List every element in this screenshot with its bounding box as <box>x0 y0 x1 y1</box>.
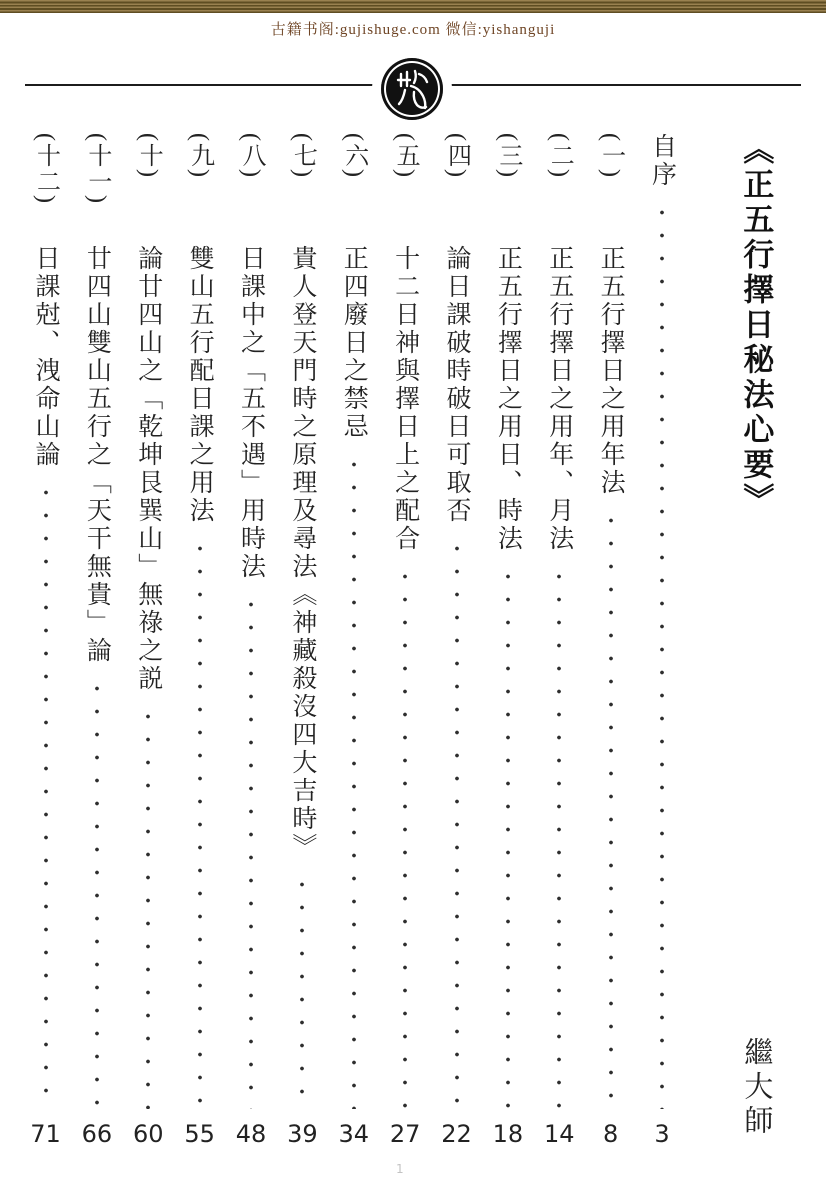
toc-page <box>20 133 806 1155</box>
toc-entry-number: (八) <box>238 133 264 179</box>
toc-entry-number: (二) <box>546 133 573 179</box>
toc-entry-page: 8 <box>602 1120 619 1148</box>
toc-entry-6 <box>328 133 379 1155</box>
toc-entry-title: 論廿四山之「乾坤艮巽山」無祿之説 <box>134 245 162 693</box>
toc-entry-number: (十一) <box>83 133 110 205</box>
dot-leader <box>350 453 358 1109</box>
toc-entry-page: 39 <box>287 1120 318 1148</box>
toc-entry-page: 48 <box>235 1120 267 1148</box>
toc-entry-page: 60 <box>132 1120 164 1148</box>
footer-page-mark: 1 <box>396 1162 404 1176</box>
toc-entry-number: (七) <box>289 133 316 179</box>
toc-entry-3 <box>482 133 533 1155</box>
toc-entry-page: 3 <box>654 1120 670 1148</box>
toc-entry-title: 日課中之「五不遇」用時法 <box>237 245 265 581</box>
top-border-band <box>0 0 826 13</box>
dot-leader <box>607 509 615 1109</box>
toc-entry-1 <box>585 133 636 1155</box>
toc-entry-2 <box>534 133 585 1155</box>
toc-entry-12 <box>20 133 71 1155</box>
toc-entry-preface <box>637 133 688 1155</box>
toc-entry-page: 18 <box>492 1120 524 1148</box>
toc-entry-title: 自序 <box>648 133 676 189</box>
dot-leader <box>555 565 563 1109</box>
dot-leader <box>453 537 461 1109</box>
toc-entry-title: 廿四山雙山五行之「天干無貴」論 <box>83 245 111 665</box>
toc-entry-page: 66 <box>81 1120 113 1148</box>
toc-entry-page: 14 <box>543 1120 575 1148</box>
dot-leader <box>504 565 512 1109</box>
toc-entry-title: 正五行擇日之用日、時法 <box>494 245 522 553</box>
toc-entry-page: 55 <box>184 1120 215 1148</box>
toc-entry-number: (四) <box>443 133 470 179</box>
toc-entry-number: (十) <box>135 133 162 179</box>
toc-entry-8 <box>226 133 277 1155</box>
publisher-seal-icon <box>381 58 443 120</box>
toc-entry-number: (三) <box>494 133 521 179</box>
dot-leader <box>401 565 409 1109</box>
toc-entry-page: 71 <box>30 1120 61 1148</box>
toc-entry-11 <box>71 133 122 1155</box>
book-title: 《正五行擇日秘法心要》 <box>738 133 774 518</box>
dot-leader <box>42 481 50 1109</box>
toc-entry-5 <box>380 133 431 1155</box>
dot-leader <box>247 593 255 1109</box>
toc-entry-4 <box>431 133 482 1155</box>
toc-entry-9 <box>174 133 225 1155</box>
dot-leader <box>93 677 101 1109</box>
toc-entry-title: 正五行擇日之用年、月法 <box>545 245 573 553</box>
toc-entry-title: 貴人登天門時之原理及尋法《神藏殺沒四大吉時》 <box>288 245 316 861</box>
toc-entry-page: 22 <box>441 1120 472 1148</box>
dot-leader <box>144 705 152 1109</box>
dot-leader <box>658 201 666 1109</box>
toc-entry-number: (一) <box>597 133 624 179</box>
toc-entry-title: 論日課破時破日可取否 <box>443 245 470 525</box>
toc-entry-title: 雙山五行配日課之用法 <box>186 245 214 525</box>
toc-entry-number: (十二) <box>32 133 59 205</box>
toc-entry-10 <box>123 133 174 1155</box>
toc-entry-title: 十二日神與擇日上之配合 <box>391 245 419 553</box>
book-title-column <box>706 133 806 1155</box>
toc-entry-number: (九) <box>186 133 213 179</box>
toc-entry-7 <box>277 133 328 1155</box>
toc-entry-title: 日課尅、洩命山論 <box>32 245 59 469</box>
toc-entry-title: 正四廢日之禁忌 <box>340 245 368 441</box>
watermark-header: 古籍书阁:gujishuge.com 微信:yishanguji <box>270 22 556 38</box>
dot-leader <box>298 873 306 1109</box>
toc-entry-number: (六) <box>340 133 367 179</box>
toc-entry-number: (五) <box>392 133 419 179</box>
toc-entry-title: 正五行擇日之用年法 <box>597 245 625 497</box>
dot-leader <box>196 537 204 1109</box>
book-author: 繼大師 <box>740 1037 773 1139</box>
toc-entry-page: 34 <box>338 1120 370 1148</box>
toc-entry-page: 27 <box>389 1120 421 1148</box>
